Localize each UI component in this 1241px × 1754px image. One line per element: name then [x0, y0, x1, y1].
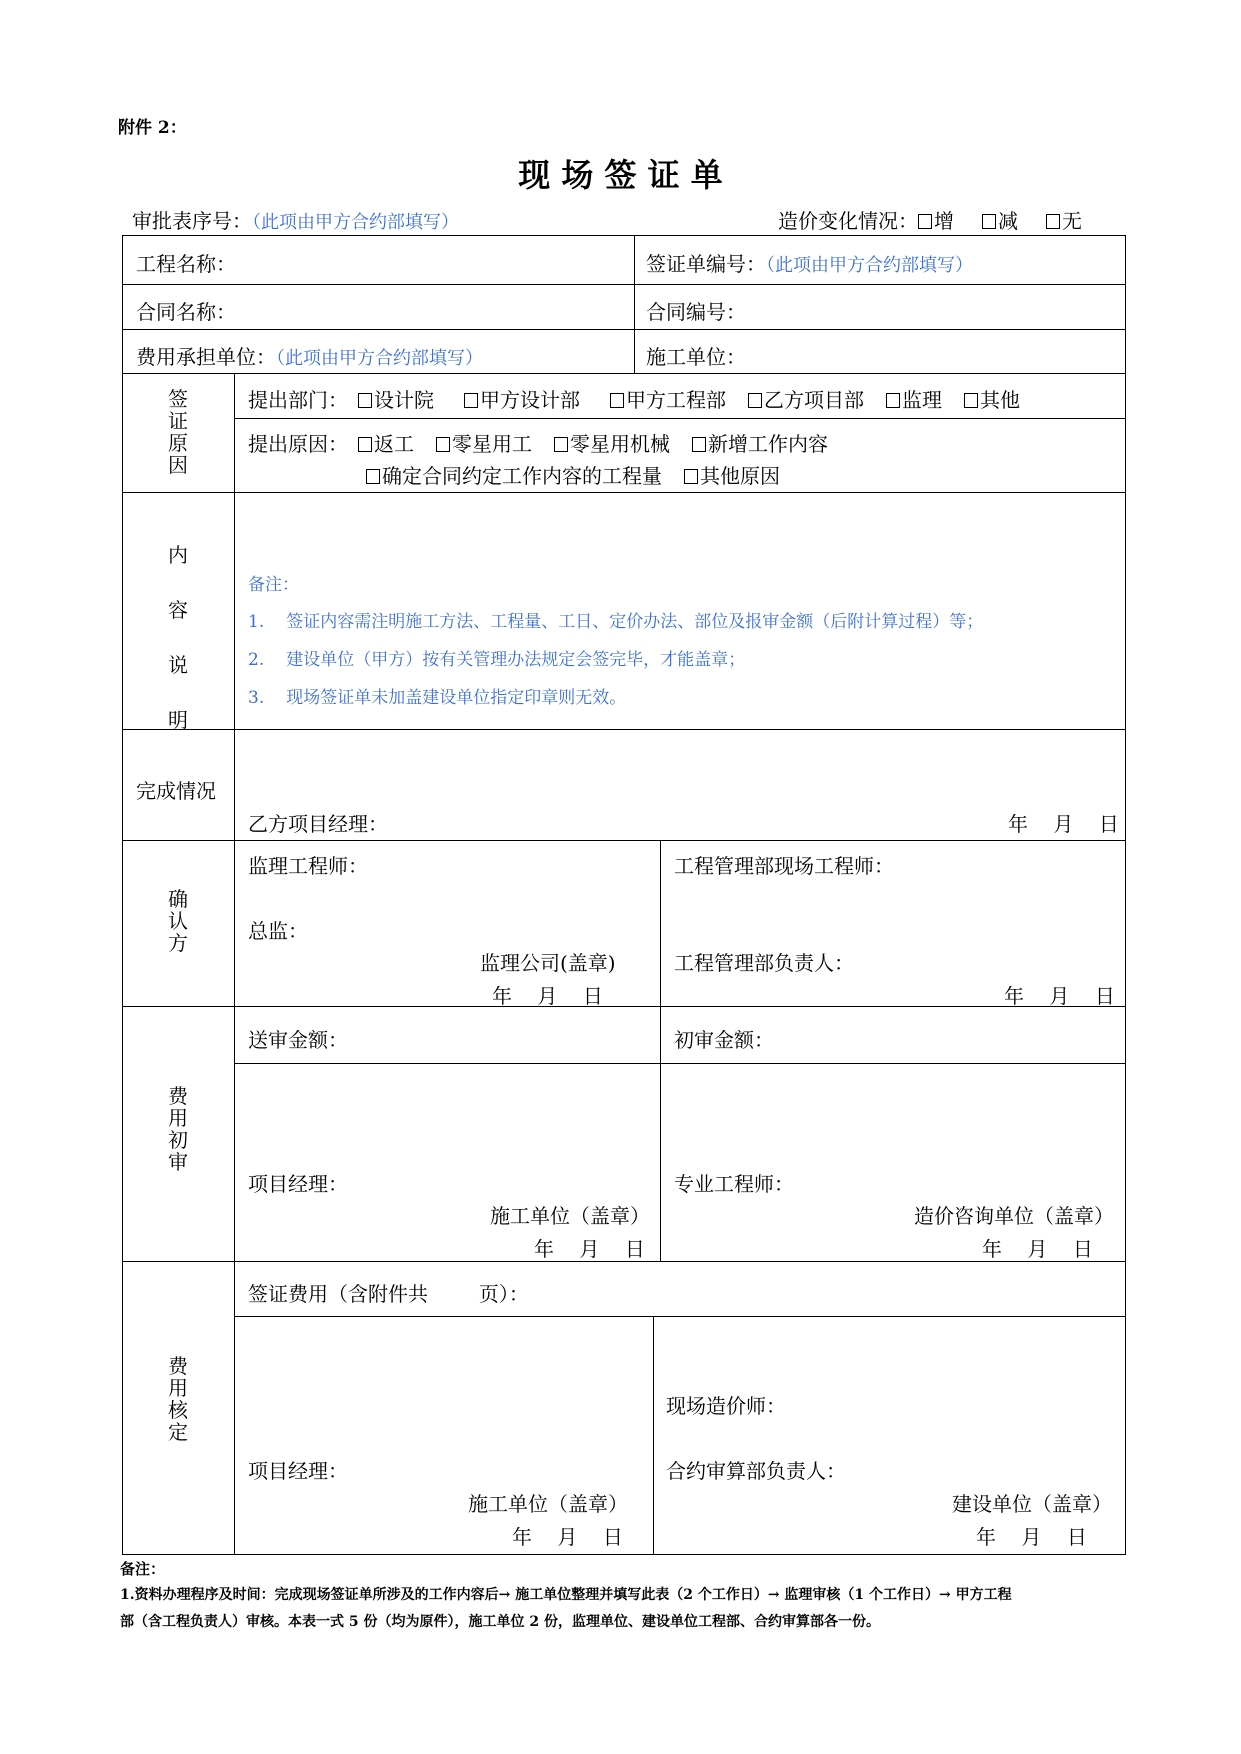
final-pm-label: 项目经理： [248, 1459, 348, 1483]
content-note-title: 备注： [248, 575, 299, 595]
reason-checkbox[interactable] [358, 437, 372, 452]
initial-date-right: 年 月 日 [982, 1237, 1093, 1261]
completion-pm-label: 乙方项目经理： [248, 812, 388, 836]
confirm-date-left: 年 月 日 [492, 984, 603, 1008]
cost-bearer-field: 费用承担单位：（此项由甲方合约部填写） [136, 345, 483, 369]
site-engineer-label: 工程管理部现场工程师： [674, 854, 894, 878]
dept-checkbox[interactable] [964, 393, 978, 408]
reason-checkbox[interactable] [684, 469, 698, 484]
reason-row-1: 提出原因： 返工 零星用工 零星用机械 新增工作内容 [248, 432, 828, 456]
page-title: 现 场 签 证 单 [518, 156, 723, 194]
initial-amount-label: 初审金额： [674, 1028, 774, 1052]
submit-amount-label: 送审金额： [248, 1028, 348, 1052]
contract-name-label: 合同名称： [136, 300, 236, 324]
contract-head-label: 合约审算部负责人： [666, 1459, 846, 1483]
reason-checkbox[interactable] [366, 469, 380, 484]
confirm-side-label: 确认方 [168, 887, 188, 955]
dept-checkbox[interactable] [886, 393, 900, 408]
reason-checkbox[interactable] [692, 437, 706, 452]
consult-stamp: 造价咨询单位（盖章） [914, 1204, 1114, 1228]
final-date-left: 年 月 日 [512, 1525, 623, 1549]
dept-checkbox[interactable] [358, 393, 372, 408]
completion-side-label: 完成情况 [136, 779, 216, 803]
final-date-right: 年 月 日 [976, 1525, 1087, 1549]
footer-title: 备注： [120, 1560, 166, 1578]
final-review-side-label: 费用核定 [168, 1354, 188, 1444]
owner-stamp: 建设单位（盖章） [952, 1492, 1112, 1516]
attachment-label: 附件 2： [118, 118, 187, 138]
content-note: 3. 现场签证单未加盖建设单位指定印章则无效。 [248, 688, 627, 708]
footer-line-1: 1.资料办理程序及时间：完成现场签证单所涉及的工作内容后→ 施工单位整理并填写此表（2 个工作日）→ 监理审核（1 个工作日）→ 甲方工程 [120, 1587, 1012, 1603]
initial-date-left: 年 月 日 [534, 1237, 645, 1261]
cost-decrease-checkbox[interactable] [982, 214, 996, 229]
chief-supervisor-label: 总监： [248, 919, 308, 943]
cost-change: 造价变化情况： 增 减 无 [778, 209, 1082, 233]
dept-row: 提出部门： 设计院 甲方设计部 甲方工程部 乙方项目部 监理 其他 [248, 388, 1020, 412]
reason-checkbox[interactable] [436, 437, 450, 452]
approval-no: 审批表序号：（此项由甲方合约部填写） [132, 209, 459, 233]
initial-pm-label: 项目经理： [248, 1172, 348, 1196]
reason-row-2: 确定合同约定工作内容的工程量 其他原因 [366, 460, 780, 489]
visa-no-field: 签证单编号：（此项由甲方合约部填写） [646, 252, 973, 276]
dept-checkbox[interactable] [748, 393, 762, 408]
dept-head-label: 工程管理部负责人： [674, 951, 854, 975]
initial-construction-stamp: 施工单位（盖章） [490, 1204, 650, 1228]
initial-review-side-label: 费用初审 [168, 1084, 188, 1174]
construction-unit-label: 施工单位： [646, 345, 746, 369]
content-note: 2. 建设单位（甲方）按有关管理办法规定会签完毕，才能盖章； [248, 650, 746, 670]
content-note: 1. 签证内容需注明施工方法、工程量、工日、定价办法、部位及报审金额（后附计算过程）等； [248, 612, 984, 632]
cost-increase-checkbox[interactable] [918, 214, 932, 229]
supervisor-company-stamp: 监理公司(盖章) [480, 951, 616, 975]
footer-line-2: 部（含工程负责人）审核。本表一式 5 份（均为原件），施工单位 2 份，监理单位、建设单位工程部、合约审算部各一份。 [120, 1614, 880, 1630]
visa-cost-label: 签证费用（含附件共 页）： [248, 1282, 529, 1306]
project-name-label: 工程名称： [136, 252, 236, 276]
confirm-date-right: 年 月 日 [1004, 984, 1115, 1008]
content-side-label: 内容说明 [168, 543, 188, 732]
completion-date: 年 月 日 [1008, 812, 1119, 836]
reason-side-label: 签证原因 [168, 387, 188, 477]
cost-engineer-label: 现场造价师： [666, 1394, 786, 1418]
dept-checkbox[interactable] [610, 393, 624, 408]
cost-none-checkbox[interactable] [1046, 214, 1060, 229]
dept-checkbox[interactable] [464, 393, 478, 408]
contract-no-label: 合同编号： [646, 300, 746, 324]
supervisor-engineer-label: 监理工程师： [248, 854, 368, 878]
professional-engineer-label: 专业工程师： [674, 1172, 794, 1196]
final-construction-stamp: 施工单位（盖章） [468, 1492, 628, 1516]
reason-checkbox[interactable] [554, 437, 568, 452]
